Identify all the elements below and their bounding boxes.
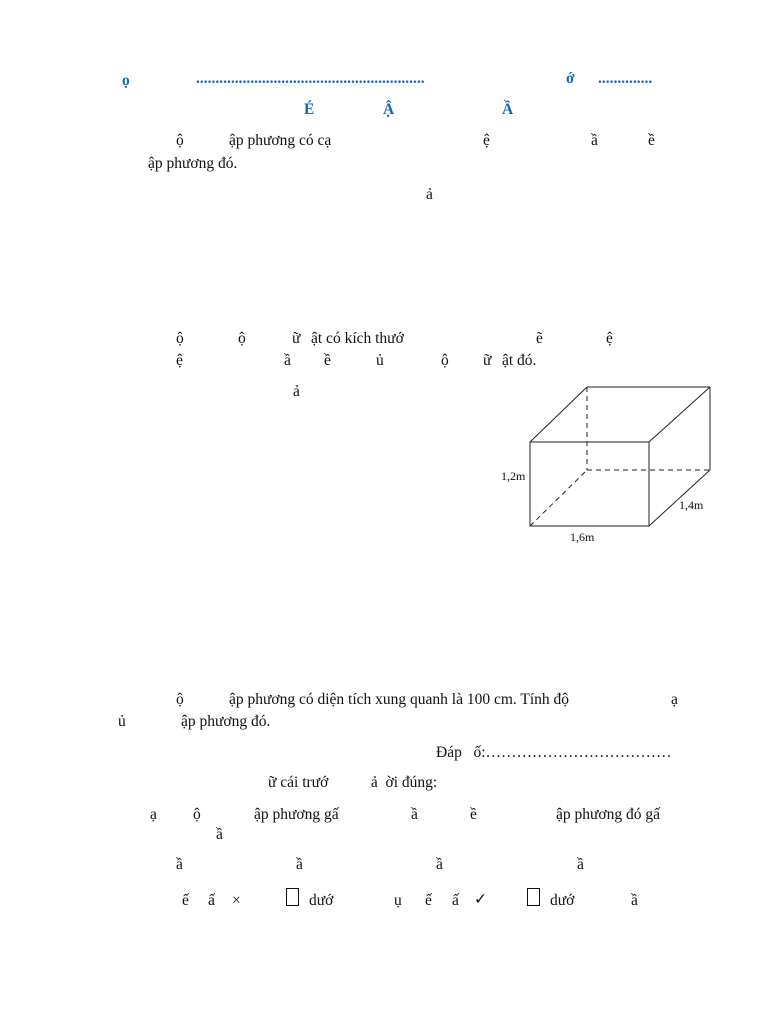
q2-frag-k: ộ [441,352,449,369]
wrong-checkbox[interactable] [286,888,299,906]
legend-right-end: ầ [631,892,638,909]
q3-answer-line: Đáp ố:……………………………… [436,744,672,761]
depth-label: 1,4m [679,498,704,512]
q3-frag-a: ộ [176,691,184,708]
q2-frag-i: ề [324,352,331,369]
box-front-face [530,442,649,526]
q3-frag-b: ập phương có diện tích xung quanh là 100 cm. Tính độ [229,691,570,708]
q2-frag-g: ệ [176,352,183,369]
q1-frag-e: ề [648,132,655,149]
q4-option-b[interactable]: ầ [296,856,303,873]
q3-frag-c: ạ [671,691,678,708]
q1-frag-d: ầ [591,132,598,149]
height-label: 1,2m [501,469,526,483]
legend-wrong-frag-b: ấ [208,892,215,909]
q3-frag-e: ập phương đó. [181,713,271,730]
class-label: ớ [566,70,575,87]
q4-option-c[interactable]: ầ [436,856,443,873]
q2-answer-label: ả [293,383,300,400]
q4-frag-c: ập phương gấ [254,806,339,823]
checkmark-icon: ✓ [474,891,487,908]
name-dots: ........................................................... [196,70,425,87]
cross-icon: × [232,892,241,909]
q1-line-2: ập phương đó. [148,155,238,172]
legend-right-text: dướ [550,892,575,909]
q2-frag-a: ộ [176,330,184,347]
box-top-right-edge [649,387,710,442]
legend-right-frag-a: ụ [394,892,402,909]
q4-option-d[interactable]: ầ [577,856,584,873]
class-dots: .............. [598,70,653,87]
q2-frag-j: ủ [376,352,384,369]
legend-wrong-frag-a: ế [182,892,189,909]
q2-frag-m: ật đó. [502,352,537,369]
q2-frag-d: ật có kích thướ [311,330,404,347]
box-hidden-depth-edge [530,470,587,526]
q4-frag-e: ề [470,806,477,823]
legend-right-frag-c: ấ [452,892,459,909]
title-part-3: Ầ [502,101,514,118]
title-part-2: Ậ [383,101,395,118]
q2-frag-f: ệ [606,330,613,347]
name-label: ọ [122,72,130,89]
q1-answer-label: ả [426,186,433,203]
q2-frag-b: ộ [238,330,246,347]
q2-frag-e: ẽ [536,330,543,347]
width-label: 1,6m [570,530,595,544]
box-figure [495,380,720,550]
q2-frag-c: ữ [292,330,301,347]
q4-frag-d: ầ [411,806,418,823]
q4-frag-b: ộ [193,806,201,823]
q2-frag-l: ữ [483,352,492,369]
q3-frag-d: ủ [118,713,126,730]
right-checkbox[interactable] [527,888,540,906]
q4-option-a[interactable]: ầ [176,856,183,873]
q1-frag-a: ộ [176,132,184,149]
q1-frag-b: ập phương có cạ [229,132,332,149]
q4-frag-a: ạ [150,806,157,823]
q4-line-2: ầ [216,826,223,843]
q4-instruction: ữ cái trướ ả ời đúng: [268,774,438,791]
q2-frag-h: ầ [284,352,291,369]
box-top-left-edge [530,387,587,442]
title-part-1: É [304,101,315,118]
legend-right-frag-b: ế [425,892,432,909]
q4-frag-f: ập phương đó gấ [556,806,660,823]
legend-wrong-text: dướ [309,892,334,909]
q1-frag-c: ệ [483,132,490,149]
